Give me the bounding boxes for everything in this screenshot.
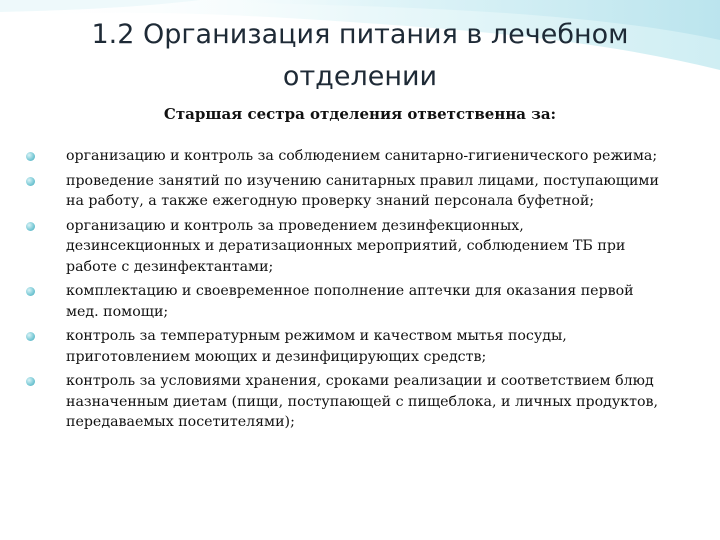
list-item <box>22 326 662 367</box>
list-item <box>22 371 662 433</box>
bullet-list <box>22 146 662 437</box>
list-item-text: контроль за условиями хранения, сроками реализации и соответствием блюд назначенным диетам (пищи, поступающей с пищеблока, и личных продуктов, передаваемых посетителями); <box>66 373 658 430</box>
slide-title: 1.2 Организация питания в лечебном отделении <box>91 19 629 92</box>
bullet-dot-icon <box>26 177 35 186</box>
bullet-dot-icon <box>26 332 35 341</box>
list-item-text: контроль за температурным режимом и качеством мытья посуды, приготовлением моющих и дезинфицирующих средств; <box>66 328 567 365</box>
list-item-text: комплектацию и своевременное пополнение аптечки для оказания первой мед. помощи; <box>66 283 634 320</box>
list-item <box>22 216 662 278</box>
list-item <box>22 281 662 322</box>
bullet-dot-icon <box>26 152 35 161</box>
bullet-dot-icon <box>26 377 35 386</box>
list-item-text: проведение занятий по изучению санитарных правил лицами, поступающими на работу, а также ежегодную проверку знаний персонала буфетной; <box>66 172 659 209</box>
bullet-dot-icon <box>26 222 35 231</box>
slide-subtitle: Старшая сестра отделения ответственна за: <box>163 105 557 123</box>
list-item <box>22 146 662 167</box>
list-item-text: организацию и контроль за проведением дезинфекционных, дезинсекционных и дератизационных мероприятий, соблюдением ТБ при работе с дезинфектантами; <box>66 217 626 275</box>
bullet-dot-icon <box>26 287 35 296</box>
list-item <box>22 171 662 212</box>
list-item-text: организацию и контроль за соблюдением санитарно-гигиенического режима; <box>66 148 658 164</box>
